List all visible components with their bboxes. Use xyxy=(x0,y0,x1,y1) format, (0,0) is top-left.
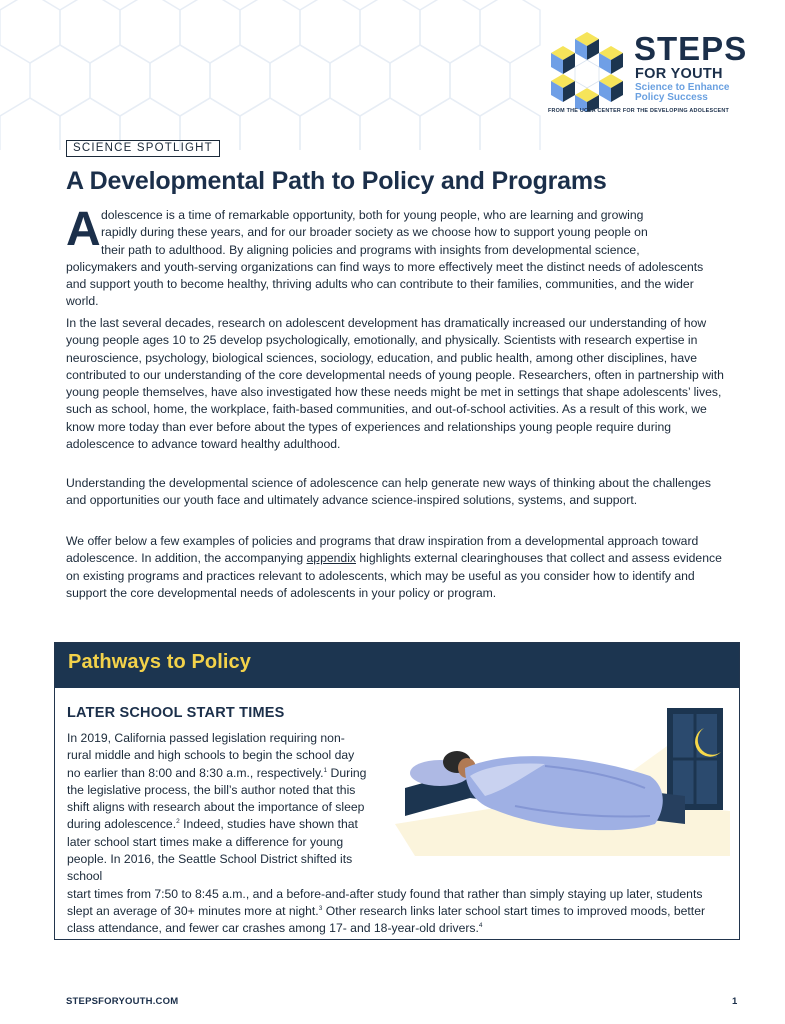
pathways-header-bar xyxy=(55,643,739,688)
body-sentence: start times from 7:50 to 8:45 a.m., and a before-and-after study found that rather than simply staying up later, students slept an average of 30+ minutes more at night. xyxy=(67,886,703,918)
logo-subtitle: FOR YOUTH xyxy=(635,66,723,82)
footnote-ref[interactable]: 4 xyxy=(478,922,483,930)
window-icon xyxy=(667,708,723,810)
footnote-ref[interactable]: 3 xyxy=(318,904,323,912)
appendix-link[interactable]: appendix xyxy=(306,551,357,566)
page-title: A Developmental Path to Policy and Programs xyxy=(66,167,607,195)
paragraph-text: We offer below a few examples of policies and programs that draw inspiration from a developmental approach toward adolescence. In addition, the accompanying xyxy=(66,534,699,566)
intro-paragraph-3: Understanding the developmental science of adolescence can help generate new ways of thinking about the challenges and opportunities our youth face and ultimately advance science-inspired solutions, systems, and support. xyxy=(66,476,712,508)
footnote-ref[interactable]: 1 xyxy=(323,766,328,774)
intro-line: rapidly during these years, and for our broader society as we choose how to support young people on xyxy=(101,225,648,240)
section-body-wrapped xyxy=(67,730,367,886)
intro-paragraph-1-rest: policymakers and youth-serving organizations can find ways to more effectively meet the distinct needs of adolescents and support youth to become healthy, thriving adults who can contribute to their families, communities, and the wider world. xyxy=(66,259,704,309)
intro-line: dolescence is a time of remarkable opportunity, both for young people, who are learning and growing xyxy=(101,208,644,222)
drop-cap: A xyxy=(66,203,101,256)
body-sentence: During the legislative process, the bill’s author noted that this shift aligns with research about the importance of sleep during adolescence. xyxy=(67,765,367,832)
cube-mark-icon xyxy=(545,30,629,112)
footnote-ref[interactable]: 2 xyxy=(176,818,180,826)
body-sentence: In 2019, California passed legislation requiring non-rural middle and high schools to begin the school day no earlier than 8:00 and 8:30 a.m., respectively. xyxy=(67,731,355,780)
pathways-title: Pathways to Policy xyxy=(68,651,251,673)
body-sentence: Other research links later school start times to improved moods, better class attendance, and fewer car crashes among 17- and 18-year-old drivers. xyxy=(67,903,706,936)
body-sentence: Indeed, studies have shown that later school start times make a difference for young people. In 2016, the Seattle School District shifted its school xyxy=(67,817,358,884)
sleeping-teen-illustration xyxy=(395,706,730,856)
footer-website-link[interactable]: STEPSFORYOUTH.COM xyxy=(66,996,179,1007)
logo-wordmark: STEPS xyxy=(634,30,748,67)
intro-paragraph-2: In the last several decades, research on adolescent development has dramatically increased our understanding of how young people ages 10 to 25 develop psychologically, emotionally, and physically. Scientists with research expertise in neuroscience, psychology, biological sciences, sociology, education, and public health, among other disciplines, have contributed to our understanding of the core developmental needs of young people. Researchers, often in partnership with young people themselves, have also investigated how these needs might be met in settings that shape adolescents’ lives, such as school, home, the workplace, faith-based communities, and out-of-school activities. As a result of this work, we know more today than ever before about the types of experiences and relationships young people require during adolescence to advance toward healthy adulthood. xyxy=(66,316,724,452)
logo-tagline: Science to Enhance Policy Success xyxy=(635,82,730,103)
intro-paragraph-1 xyxy=(66,203,724,311)
science-spotlight-label: SCIENCE SPOTLIGHT xyxy=(66,140,220,157)
page-number: 1 xyxy=(732,996,738,1007)
paragraph-text: highlights external clearinghouses that collect and assess evidence on existing programs and practices relevant to adolescents, which may be useful as you consider how to identify and support the core developmental needs of adolescents in your policy or program. xyxy=(66,551,722,600)
intro-paragraph-4 xyxy=(66,533,724,602)
intro-line: their path to adulthood. By aligning policies and programs with insights from developmental science, xyxy=(101,242,640,257)
logo-affiliation: FROM THE UCLA CENTER FOR THE DEVELOPING ADOLESCENT xyxy=(548,108,730,114)
section-title: LATER SCHOOL START TIMES xyxy=(67,705,285,721)
